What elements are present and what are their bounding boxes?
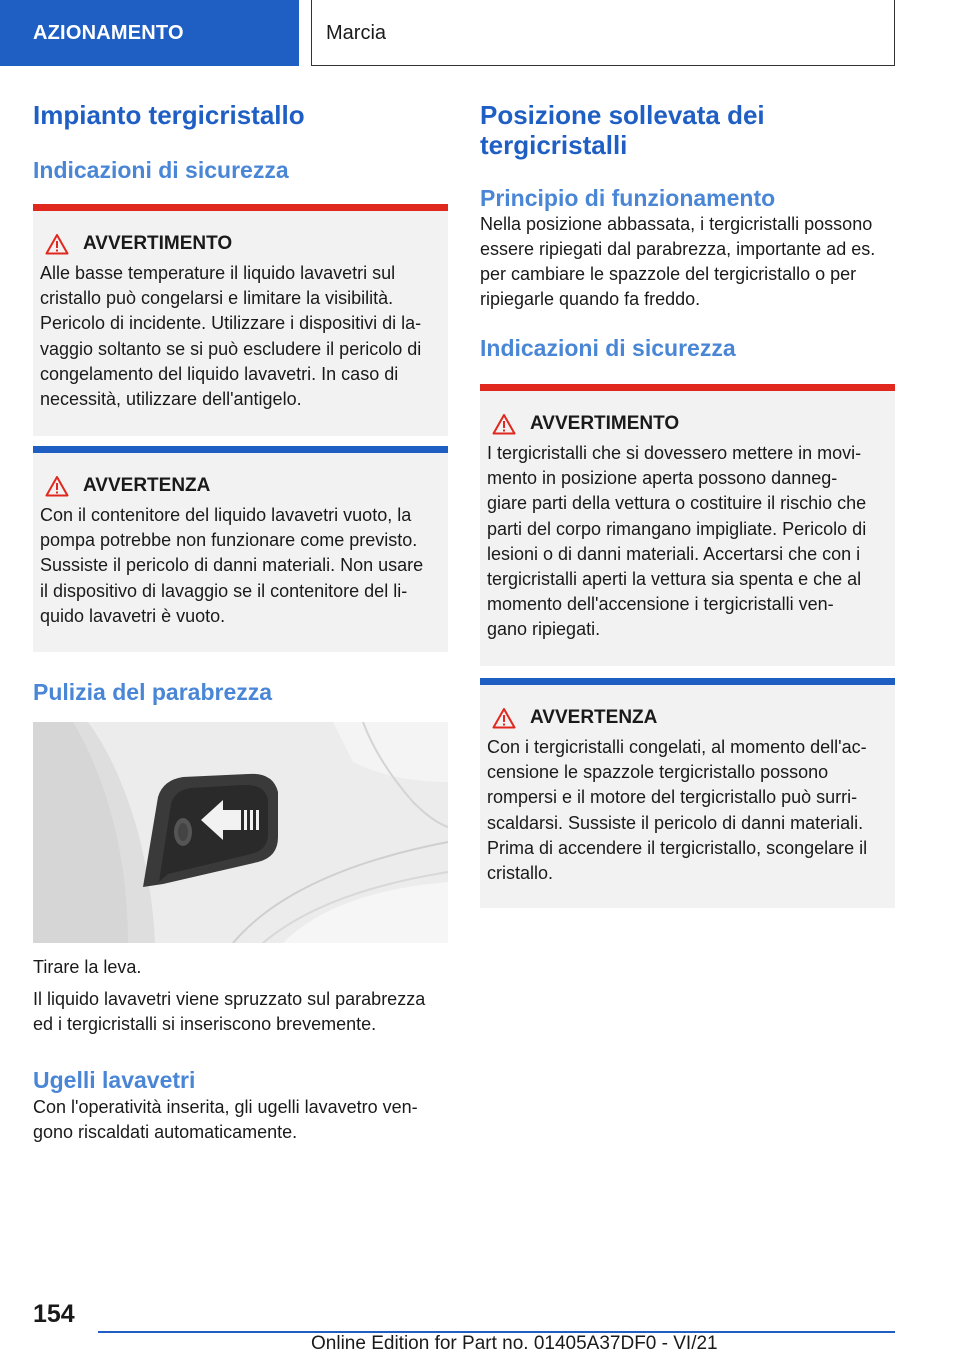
principle-text-line: essere ripiegati dal parabrezza, importante ad es.: [480, 239, 876, 259]
notice-title: [40, 473, 440, 499]
warning-title: [487, 411, 887, 437]
warning-line: Pericolo di incidente. Utilizzare i dispositivi di la-: [40, 313, 422, 334]
nozzles-text-line: gono riscaldati automaticamente.: [33, 1122, 298, 1142]
notice-line: Con i tergicristalli congelati, al momento dell'ac-: [487, 737, 867, 757]
warning-line: I tergicristalli che si dovessero mettere in movi-: [487, 443, 862, 463]
warning-line: momento dell'accensione i tergicristalli ven-: [487, 594, 834, 615]
warning-box: [33, 204, 448, 436]
notice-line: quido lavavetri è vuoto.: [40, 605, 226, 626]
section-title-line: Posizione sollevata dei: [480, 100, 765, 130]
warning-line: congelamento del liquido lavavetri. In caso di: [40, 363, 399, 384]
principle-text-line: per cambiare le spazzole del tergicristallo o per: [480, 264, 857, 284]
warning-line: vaggio soltanto se si può escludere il pericolo di: [40, 338, 422, 359]
cleaning-step: Tirare la leva.: [33, 957, 142, 977]
notice-title: [487, 705, 887, 731]
notice-label: AVVERTENZA: [530, 707, 658, 728]
right-column: [480, 100, 895, 908]
warning-triangle-icon: [492, 707, 516, 729]
nozzles-heading: Ugelli lavavetri: [33, 1067, 196, 1093]
wiper-lever-drawing: [33, 722, 448, 943]
notice-line: Con il contenitore del liquido lavavetri vuoto, la: [40, 505, 412, 525]
wiper-lever-illustration: [33, 722, 448, 943]
page-number: 154: [33, 1300, 75, 1328]
principle-text-line: Nella posizione abbassata, i tergicristalli possono: [480, 214, 873, 234]
warning-line: necessità, utilizzare dell'antigelo.: [40, 389, 302, 410]
nozzles-text-line: Con l'operatività inserita, gli ugelli lavavetro ven-: [33, 1097, 418, 1117]
edition-note: Online Edition for Part no. 01405A37DF0 - VI/21: [311, 1333, 718, 1354]
notice-box: [33, 446, 448, 652]
notice-line: pompa potrebbe non funzionare come previsto.: [40, 530, 418, 551]
warning-line: tergicristalli aperti la vettura sia spenta e che al: [487, 569, 862, 590]
warning-line: gano ripiegati.: [487, 619, 601, 640]
notice-line: censione le spazzole tergicristallo possono: [487, 762, 829, 783]
notice-line: scaldarsi. Sussiste il pericolo di danni materiali.: [487, 812, 864, 833]
warning-label: AVVERTIMENTO: [530, 413, 680, 434]
warning-line: lesioni o di danni materiali. Accertarsi che con i: [487, 543, 861, 564]
notice-line: cristallo.: [487, 863, 554, 884]
warning-triangle-icon: [45, 233, 69, 255]
section-title-line: tergicristalli: [480, 130, 628, 160]
notice-line: Sussiste il pericolo di danni materiali. Non usare: [40, 555, 424, 576]
notice-line: Prima di accendere il tergicristallo, scongelare il: [487, 837, 868, 858]
cleaning-text-line: Il liquido lavavetri viene spruzzato sul parabrezza: [33, 989, 426, 1009]
warning-box: [480, 384, 895, 666]
safety-heading: Indicazioni di sicurezza: [33, 157, 289, 183]
warning-triangle-icon: [492, 413, 516, 435]
warning-label: AVVERTIMENTO: [83, 233, 233, 254]
warning-line: Alle basse temperature il liquido lavavetri sul: [40, 263, 396, 283]
cleaning-heading: Pulizia del parabrezza: [33, 679, 273, 705]
warning-line: cristallo può congelarsi e limitare la visibilità.: [40, 288, 394, 309]
warning-triangle-icon: [45, 475, 69, 497]
section-title: Impianto tergicristallo: [33, 100, 305, 130]
chapter-tab[interactable]: Marcia: [311, 0, 895, 66]
warning-line: parti del corpo rimangano impigliate. Pericolo di: [487, 518, 867, 539]
warning-title: [40, 231, 440, 257]
principle-text-line: ripiegarle quando fa freddo.: [480, 289, 701, 309]
principle-heading: Principio di funzionamento: [480, 185, 776, 211]
warning-line: mento in posizione aperta possono danneg-: [487, 468, 838, 489]
section-tab[interactable]: AZIONAMENTO: [0, 0, 299, 66]
left-column: [33, 100, 448, 1145]
cleaning-text-line: ed i tergicristalli si inseriscono brevemente.: [33, 1014, 377, 1034]
warning-line: giare parti della vettura o costituire il rischio che: [487, 493, 867, 514]
notice-line: rompersi e il motore del tergicristallo può surri-: [487, 787, 858, 808]
notice-line: il dispositivo di lavaggio se il contenitore del li-: [40, 580, 408, 601]
safety-heading: Indicazioni di sicurezza: [480, 335, 736, 361]
notice-label: AVVERTENZA: [83, 475, 211, 496]
notice-box: [480, 678, 895, 908]
page-header: [0, 0, 960, 66]
